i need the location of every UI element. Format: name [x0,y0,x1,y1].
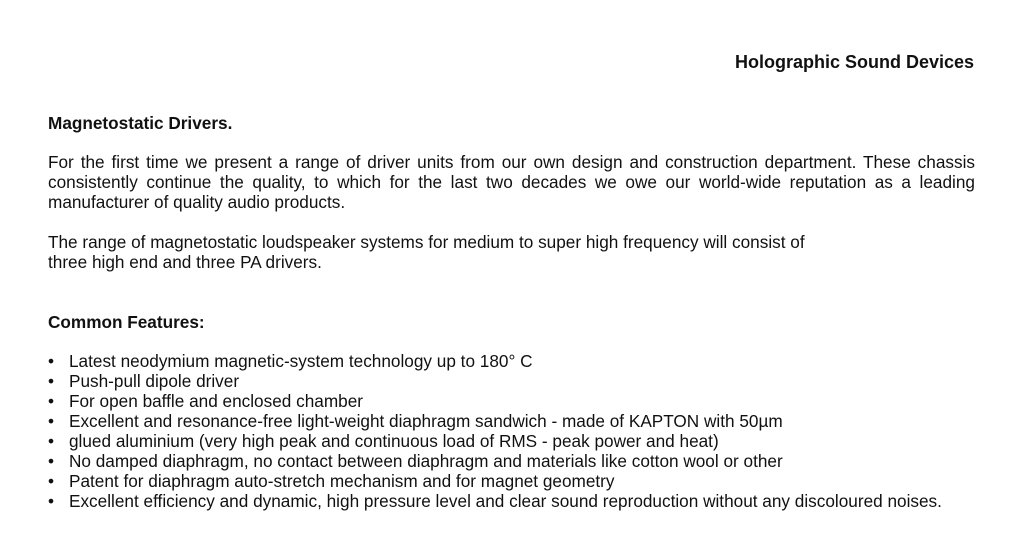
list-item [48,411,975,431]
feature-text: glued aluminium (very high peak and continuous load of RMS - peak power and heat) [69,431,719,451]
feature-text: Patent for diaphragm auto-stretch mechanism and for magnet geometry [69,471,615,491]
bullet-icon: • [48,411,55,431]
list-item [48,451,975,471]
range-paragraph-line-2: three high end and three PA drivers. [48,252,322,272]
list-item [48,471,975,491]
section-heading-common-features: Common Features: [48,312,205,332]
range-paragraph [48,232,975,272]
bullet-icon: • [48,451,55,471]
bullet-icon: • [48,391,55,411]
feature-text: For open baffle and enclosed chamber [69,391,363,411]
bullet-icon: • [48,431,55,451]
features-list [48,351,975,511]
list-item [48,491,975,511]
feature-text: Excellent efficiency and dynamic, high pressure level and clear sound reproduction without any discoloured noises. [69,491,942,511]
feature-text: No damped diaphragm, no contact between diaphragm and materials like cotton wool or other [69,451,783,471]
bullet-icon: • [48,491,55,511]
feature-text: Latest neodymium magnetic-system technology up to 180° C [69,351,533,371]
section-heading-magnetostatic-drivers: Magnetostatic Drivers. [48,113,233,133]
bullet-icon: • [48,471,55,491]
list-item [48,371,975,391]
list-item [48,431,975,451]
document-title: Holographic Sound Devices [734,52,974,72]
intro-paragraph: For the first time we present a range of driver units from our own design and construction department. These chassis consistently continue the quality, to which for the last two decades we owe our world-wide reputation as a leading manufacturer of quality audio products. [48,152,975,212]
list-item [48,351,975,371]
bullet-icon: • [48,371,55,391]
range-paragraph-line-1: The range of magnetostatic loudspeaker systems for medium to super high frequency will consist of [48,232,805,252]
list-item [48,391,975,411]
feature-text: Excellent and resonance-free light-weight diaphragm sandwich - made of KAPTON with 50µm [69,411,783,431]
bullet-icon: • [48,351,55,371]
feature-text: Push-pull dipole driver [69,371,240,391]
